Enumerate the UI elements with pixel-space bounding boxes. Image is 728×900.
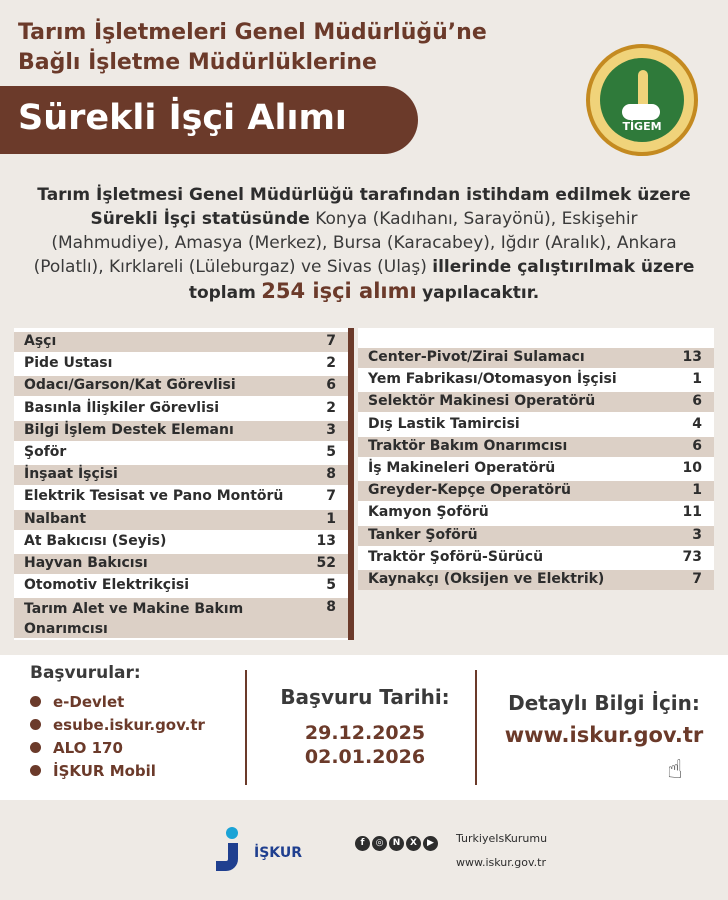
pointer-hand-icon: ☝ <box>667 755 683 785</box>
job-title: Hayvan Bakıcısı <box>24 555 148 571</box>
channel-label: ALO 170 <box>53 739 123 757</box>
job-row <box>14 332 348 352</box>
logo-text: TİGEM <box>622 120 662 133</box>
intro-total: 254 işçi alımı <box>261 279 417 303</box>
job-count: 7 <box>326 488 336 505</box>
date-start: 29.12.2025 <box>304 722 426 744</box>
job-count: 3 <box>692 526 702 543</box>
social-handle: TurkiyeIsKurumu <box>456 832 548 845</box>
iskur-logo-icon <box>214 827 248 873</box>
job-title: Traktör Bakım Onarımcısı <box>368 437 568 454</box>
nsosyal-icon[interactable]: N <box>389 836 404 851</box>
intro-provinces-suffix: illerinde çalıştırılmak üzere toplam <box>188 257 695 303</box>
iskur-brand: İŞKUR <box>254 845 303 861</box>
info-title: Detaylı Bilgi İçin: <box>508 691 700 715</box>
job-title: Tarım Alet ve Makine Bakım Onarımcısı <box>24 601 244 638</box>
job-count: 1 <box>692 482 702 499</box>
title-line-2: Bağlı İşletme Müdürlüklerine <box>18 50 377 75</box>
bullet-icon <box>30 719 41 730</box>
job-count: 8 <box>326 599 336 616</box>
footer <box>0 800 728 900</box>
job-count: 6 <box>692 437 702 454</box>
job-count: 13 <box>316 532 336 549</box>
job-count: 1 <box>326 510 336 527</box>
job-row <box>358 437 714 457</box>
channel-alo[interactable] <box>30 739 205 762</box>
application-dates <box>256 721 474 769</box>
bullet-icon <box>30 696 41 707</box>
job-list-left <box>14 328 354 640</box>
job-row <box>14 510 348 530</box>
job-title: Bilgi İşlem Destek Elemanı <box>24 421 234 438</box>
instagram-icon[interactable]: ◎ <box>372 836 387 851</box>
job-title: Otomotiv Elektrikçisi <box>24 577 190 594</box>
job-count: 3 <box>326 421 336 438</box>
job-list-right <box>358 328 714 587</box>
job-count: 2 <box>326 399 336 416</box>
job-count: 10 <box>682 460 702 476</box>
intro-text <box>30 183 698 305</box>
job-count: 5 <box>326 577 336 594</box>
intro-locations: Konya (Kadıhanı, Sarayönü), Eskişehir (Mahmudiye), Amasya (Merkez), Bursa (Karacabey), Iğdır (Aralık), Ankara (Polatlı), Kırklareli (Lüleburgaz) ve Sivas (Ulaş) <box>33 209 677 277</box>
social-icons <box>355 830 440 851</box>
divider <box>475 670 477 785</box>
footer-url[interactable]: www.iskur.gov.tr <box>456 856 546 869</box>
intro-sentence-start: Tarım İşletmesi Genel Müdürlüğü tarafından istihdam edilmek üzere <box>37 185 691 205</box>
job-row <box>358 481 714 501</box>
job-row <box>358 348 714 368</box>
page-title <box>18 18 487 78</box>
job-title: Basınla İlişkiler Görevlisi <box>24 399 220 416</box>
job-row <box>14 465 348 485</box>
job-title: Yem Fabrikası/Otomasyon İşçisi <box>368 371 617 388</box>
job-row <box>14 532 348 552</box>
job-title: At Bakıcısı (Seyis) <box>24 532 167 549</box>
job-title: İş Makineleri Operatörü <box>368 460 556 476</box>
title-line-1: Tarım İşletmeleri Genel Müdürlüğü’ne <box>18 20 487 45</box>
job-row <box>14 487 348 507</box>
job-row <box>358 503 714 523</box>
job-title: Kaynakçı (Oksijen ve Elektrik) <box>368 571 605 587</box>
job-row <box>14 598 348 638</box>
channel-esube[interactable] <box>30 716 205 739</box>
date-end: 02.01.2026 <box>304 746 426 768</box>
job-title: İnşaat İşçisi <box>24 466 118 483</box>
application-channel-list <box>30 693 205 785</box>
job-row <box>14 354 348 374</box>
application-panel <box>0 655 728 800</box>
job-count: 13 <box>682 349 702 365</box>
job-count: 4 <box>692 415 702 432</box>
divider <box>245 670 247 785</box>
job-count: 5 <box>326 444 336 460</box>
job-title: Greyder-Kepçe Operatörü <box>368 482 571 499</box>
job-count: 11 <box>682 504 702 521</box>
job-count: 8 <box>326 466 336 483</box>
job-title: Odacı/Garson/Kat Görevlisi <box>24 377 236 394</box>
job-row <box>14 399 348 419</box>
bullet-icon <box>30 742 41 753</box>
logo-emblem <box>600 58 684 142</box>
job-title: Center-Pivot/Zirai Sulamacı <box>368 349 585 365</box>
job-row <box>358 548 714 568</box>
sheep-icon <box>622 104 660 120</box>
channel-label: esube.iskur.gov.tr <box>53 716 205 734</box>
job-title: Şoför <box>24 444 67 460</box>
job-title: Aşçı <box>24 333 57 349</box>
job-title: Kamyon Şoförü <box>368 504 489 521</box>
job-title: Dış Lastik Tamircisi <box>368 415 520 432</box>
job-count: 7 <box>326 333 336 349</box>
job-count: 73 <box>682 548 702 565</box>
job-count: 6 <box>326 377 336 394</box>
job-row <box>14 421 348 441</box>
job-count: 2 <box>326 355 336 372</box>
job-row <box>358 570 714 590</box>
job-title: Tanker Şoförü <box>368 526 478 543</box>
application-date-title: Başvuru Tarihi: <box>280 685 450 709</box>
job-title: Pide Ustası <box>24 355 113 372</box>
job-title: Elektrik Tesisat ve Pano Montörü <box>24 488 284 505</box>
youtube-icon[interactable]: ▶ <box>423 836 438 851</box>
job-row <box>358 459 714 479</box>
job-title: Traktör Şoförü-Sürücü <box>368 548 544 565</box>
job-count: 7 <box>692 571 702 587</box>
job-count: 6 <box>692 393 702 410</box>
channel-label: e-Devlet <box>53 693 125 711</box>
info-link[interactable]: www.iskur.gov.tr <box>504 723 704 747</box>
job-row <box>14 376 348 396</box>
job-count: 52 <box>316 555 336 571</box>
job-title: Selektör Makinesi Operatörü <box>368 393 596 410</box>
bullet-icon <box>30 765 41 776</box>
job-count: 1 <box>692 371 702 388</box>
tigem-logo <box>586 44 698 156</box>
intro-end: yapılacaktır. <box>422 283 540 303</box>
job-title: Nalbant <box>24 510 87 527</box>
applications-title: Başvurular: <box>30 663 141 683</box>
channel-label: İŞKUR Mobil <box>53 762 156 780</box>
channel-edevlet[interactable] <box>30 693 205 716</box>
job-row <box>358 392 714 412</box>
facebook-icon[interactable]: f <box>355 836 370 851</box>
job-row <box>14 576 348 596</box>
x-icon[interactable]: X <box>406 836 421 851</box>
intro-status: Sürekli İşçi statüsünde <box>90 209 310 229</box>
job-row <box>358 526 714 546</box>
job-row <box>14 443 348 463</box>
banner-text: Sürekli İşçi Alımı <box>18 98 347 138</box>
job-row <box>358 415 714 435</box>
channel-mobile[interactable] <box>30 762 205 785</box>
headline-banner <box>0 86 418 154</box>
job-row <box>14 554 348 574</box>
job-row <box>358 370 714 390</box>
